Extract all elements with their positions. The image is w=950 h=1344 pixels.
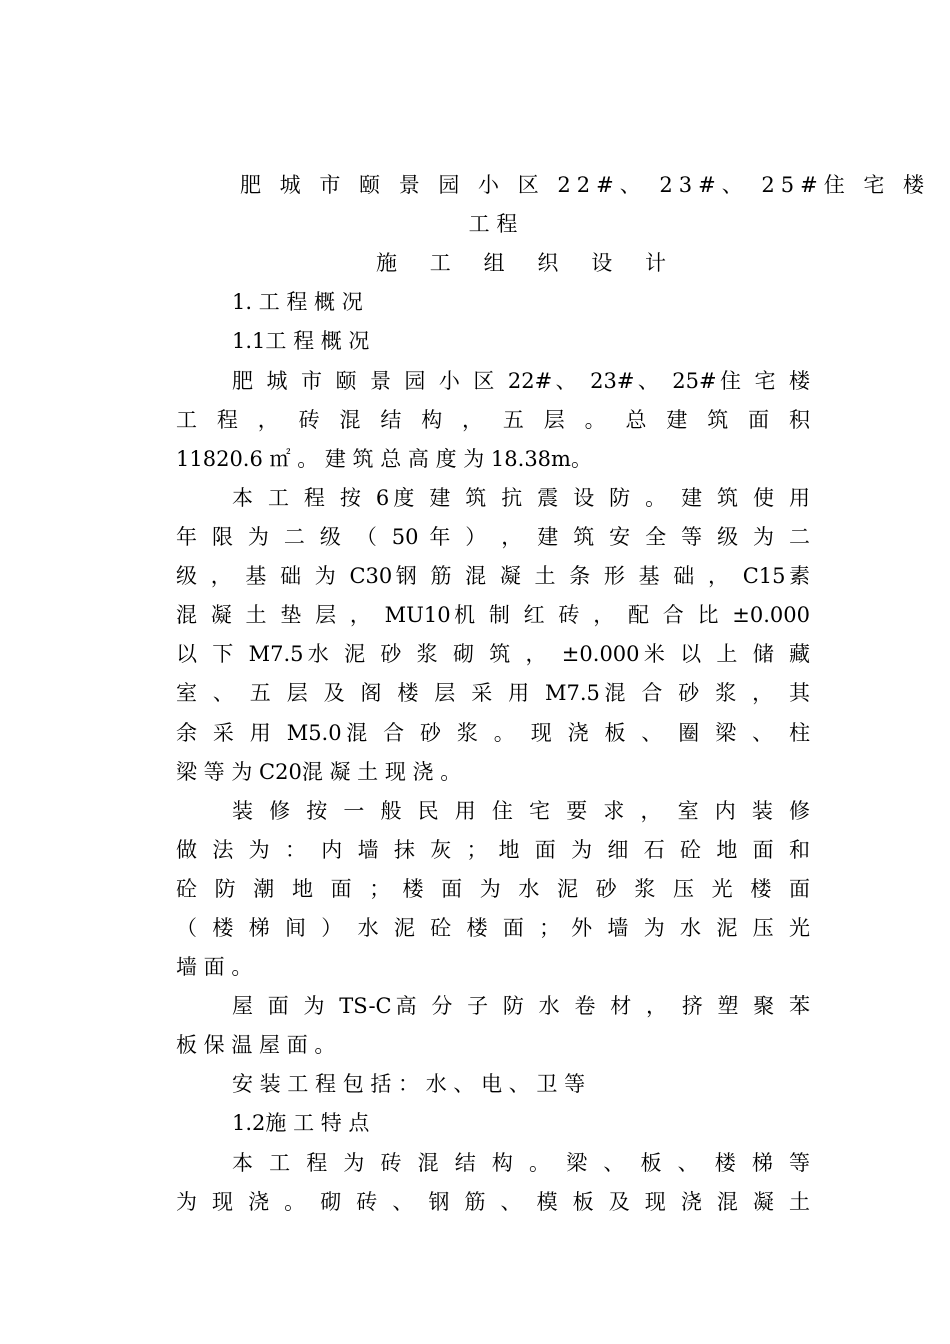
paragraph-line: 11820.6 ㎡ 。 建 筑 总 高 度 为 18.38m。 [176, 447, 592, 471]
paragraph-line: 室 、 五 层 及 阁 楼 层 采 用 M7.5混 合 砂 浆 ， 其 [176, 681, 810, 705]
heading-1-2: 1.2施 工 特 点 [232, 1111, 370, 1135]
document-subtitle [376, 248, 666, 278]
paragraph-line: 余 采 用 M5.0混 合 砂 浆 。 现 浇 板 、 圈 梁 、 柱 [176, 721, 810, 745]
paragraph-line: 本 工 程 按 6度 建 筑 抗 震 设 防 。 建 筑 使 用 [232, 486, 810, 510]
paragraph-line: 砼 防 潮 地 面 ； 楼 面 为 水 泥 砂 浆 压 光 楼 面 [176, 877, 810, 901]
paragraph-line: 做 法 为 ： 内 墙 抹 灰 ； 地 面 为 细 石 砼 地 面 和 [176, 838, 810, 862]
paragraph-line: 梁 等 为 C20混 凝 土 现 浇 。 [176, 760, 462, 784]
paragraph-line: 年 限 为 二 级 （ 50 年 ） ， 建 筑 安 全 等 级 为 二 [176, 525, 810, 549]
paragraph-line: 为 现 浇 。 砌 砖 、 钢 筋 、 模 板 及 现 浇 混 凝 土 [176, 1190, 810, 1214]
document-title-line-2: 工 程 [468, 212, 518, 236]
paragraph-line: 屋 面 为 TS-C高 分 子 防 水 卷 材 ， 挤 塑 聚 苯 [232, 994, 810, 1018]
paragraph-line: 工 程 ， 砖 混 结 构 ， 五 层 。 总 建 筑 面 积 [176, 408, 810, 432]
paragraph-line: 肥 城 市 颐 景 园 小 区 22#、 23#、 25#住 宅 楼 [232, 369, 810, 393]
paragraph-line: 混 凝 土 垫 层 ， MU10机 制 红 砖 ， 配 合 比 ±0.000 [176, 603, 810, 627]
paragraph-line: 级 ， 基 础 为 C30钢 筋 混 凝 土 条 形 基 础 ， C15素 [176, 564, 810, 588]
paragraph-line: 安 装 工 程 包 括 ： 水 、 电 、 卫 等 [232, 1072, 586, 1096]
paragraph-line: 墙 面 。 [176, 955, 253, 979]
paragraph-line: 板 保 温 屋 面 。 [176, 1033, 336, 1057]
heading-1: 1. 工 程 概 况 [232, 290, 363, 314]
paragraph-line: 以 下 M7.5水 泥 砂 浆 砌 筑 ， ±0.000米 以 上 储 藏 [176, 642, 810, 666]
paragraph-line: 本 工 程 为 砖 混 结 构 。 梁 、 板 、 楼 梯 等 [232, 1151, 810, 1175]
paragraph-line: （ 楼 梯 间 ） 水 泥 砼 楼 面 ； 外 墙 为 水 泥 压 光 [176, 916, 810, 940]
heading-1-1: 1.1工 程 概 况 [232, 329, 370, 353]
document-title-line-1: 肥 城 市 颐 景 园 小 区 22#、 23#、 25#住 宅 楼 [240, 173, 931, 197]
document-subtitle-text: 施 工 组 织 设 计 [376, 251, 666, 275]
paragraph-line: 装 修 按 一 般 民 用 住 宅 要 求 ， 室 内 装 修 [232, 799, 810, 823]
